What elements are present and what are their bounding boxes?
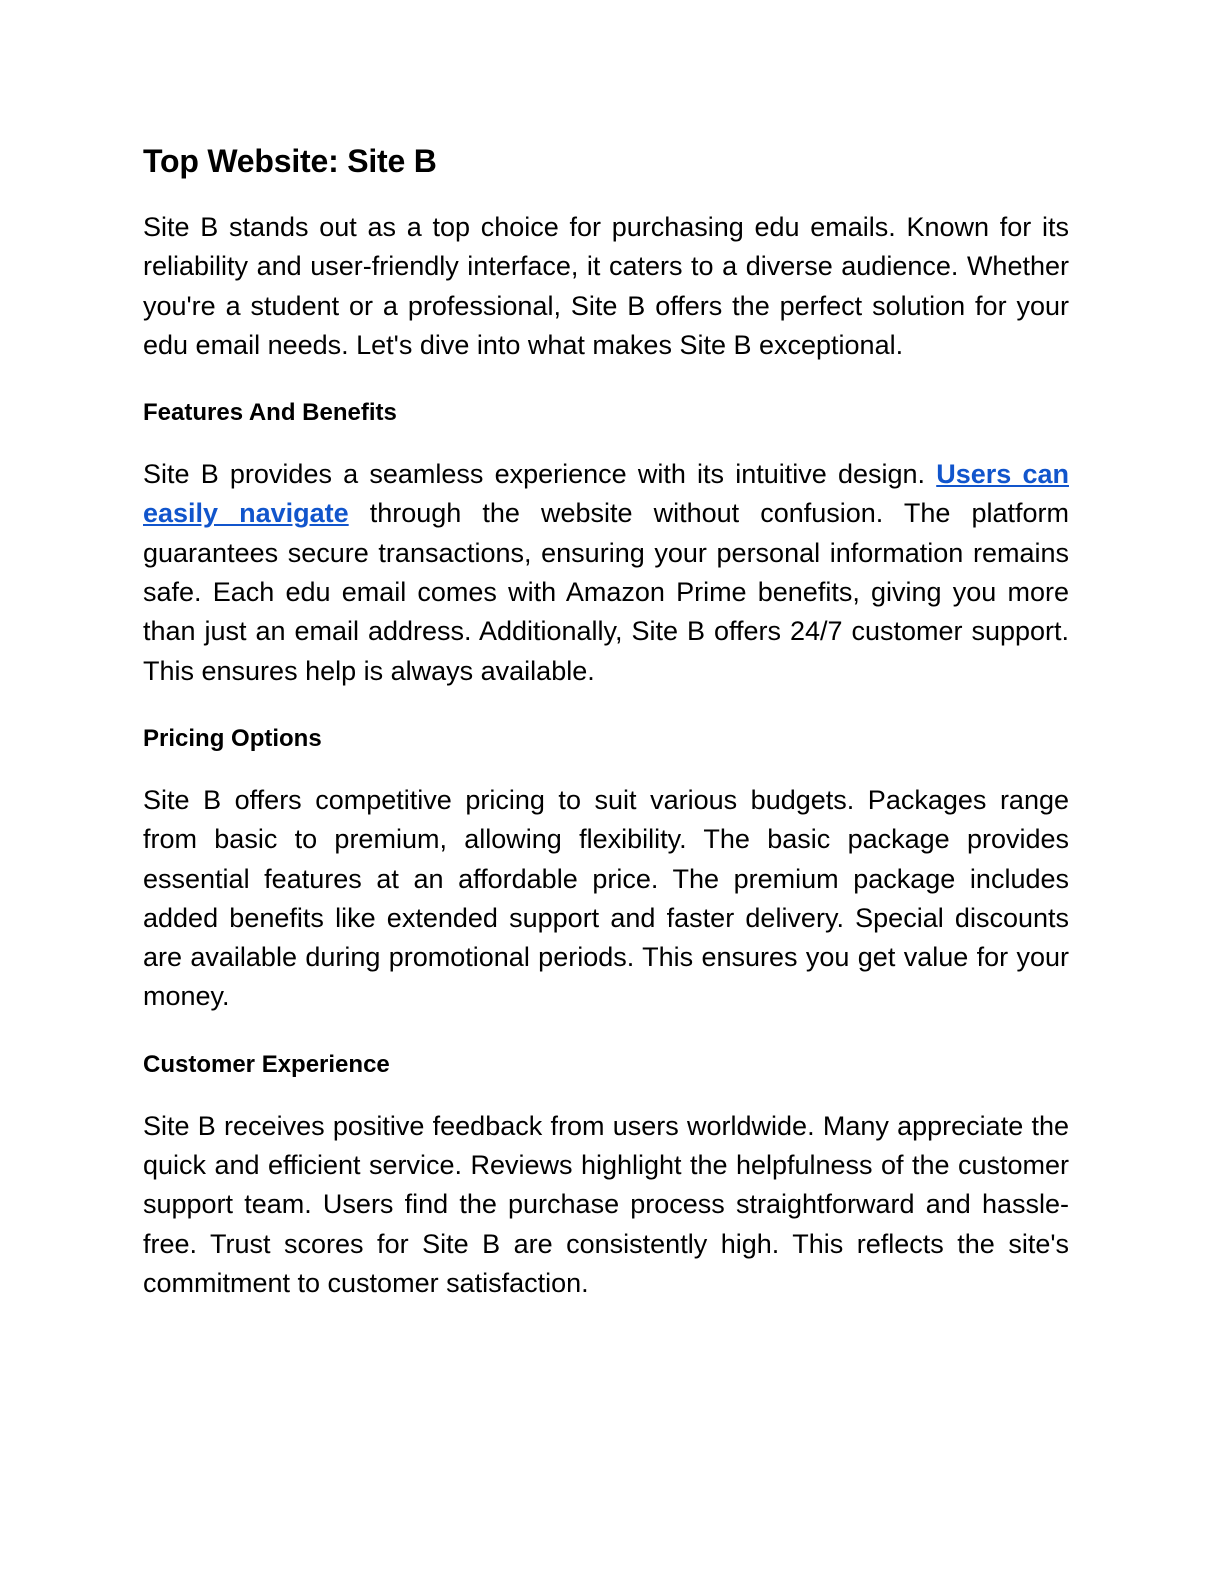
section-heading-customer-experience: Customer Experience bbox=[143, 1050, 390, 1078]
navigate-link[interactable]: Users can easily navigate bbox=[143, 459, 1069, 529]
intro-paragraph: Site B stands out as a top choice for purchasing edu emails. Known for its reliability and user-friendly interface, it caters to a diverse audience. Whether you're a student or a professional, Site B offers the perfect solution for your edu email needs. Let's dive into what makes Site B exceptional. bbox=[143, 212, 1069, 360]
document-page bbox=[143, 138, 1069, 1303]
section-heading-features: Features And Benefits bbox=[143, 399, 397, 427]
page-title: Top Website: Site B bbox=[143, 143, 437, 179]
customer-experience-paragraph: Site B receives positive feedback from users worldwide. Many appreciate the quick and efficient service. Reviews highlight the helpfulness of the customer support team. Users find the purchase process straightforward and hassle-free. Trust scores for Site B are consistently high. This reflects the site's commitment to customer satisfaction. bbox=[143, 1110, 1069, 1298]
pricing-paragraph: Site B offers competitive pricing to suit various budgets. Packages range from basic to premium, allowing flexibility. The basic package provides essential features at an affordable price. The premium package includes added benefits like extended support and faster delivery. Special discounts are available during promotional periods. This ensures you get value for your money. bbox=[143, 784, 1069, 1012]
features-text-before-link: Site B provides a seamless experience with its intuitive design. bbox=[143, 459, 937, 490]
features-text-after-link: through the website without confusion. The platform guarantees secure transactions, ensuring your personal information remains safe. Each edu email comes with Amazon Prime benefits, giving you more than just an email address. Additionally, Site B offers 24/7 customer support. This ensures help is always available. bbox=[143, 498, 1069, 686]
features-paragraph bbox=[143, 455, 1069, 691]
section-heading-pricing: Pricing Options bbox=[143, 724, 322, 752]
